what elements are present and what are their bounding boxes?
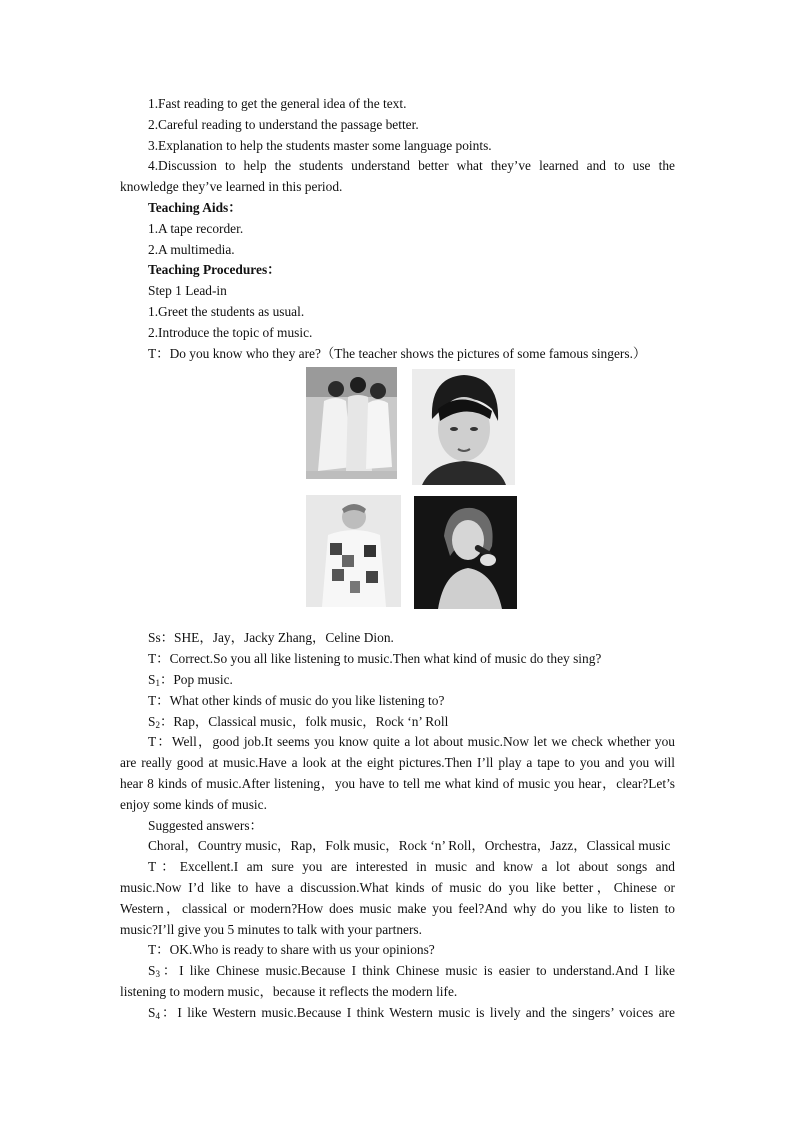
students-answer-1	[120, 628, 675, 649]
teacher-line-cont: are really good at music.Have a look at the eight pictures.Then I’ll play a tape to you and you will	[120, 755, 675, 771]
objective-3: 3.Explanation to help the students master some language points.	[148, 137, 492, 153]
teaching-aid-item: 1.A tape recorder.	[148, 220, 244, 236]
speaker-label: S	[148, 1004, 156, 1020]
objective-4-line1: 4.Discussion to help the students understand better what they’ve learned and to use the	[148, 158, 675, 174]
student-answer	[120, 670, 675, 691]
teacher-line: T：Excellent.I am sure you are interested in music and know a lot about songs and	[148, 859, 675, 875]
student-answer	[120, 961, 675, 982]
speaker-label: S	[148, 963, 156, 979]
speaker-label: S	[148, 713, 156, 729]
dialogue-text: ：Rap，Classical music，folk music，Rock ‘n’ Roll	[159, 713, 449, 729]
teacher-line-cont: enjoy some kinds of music.	[120, 796, 267, 812]
group-singers-photo	[306, 367, 397, 479]
objective-1: 1.Fast reading to get the general idea of the text.	[148, 96, 407, 111]
dialogue-text: ：Pop music.	[159, 671, 233, 687]
objective-2: 2.Careful reading to understand the passage better.	[148, 116, 419, 132]
speaker-number: 2	[155, 719, 160, 730]
teacher-line: T：Correct.So you all like listening to music.Then what kind of music do they sing?	[148, 651, 602, 667]
dialogue-text: ：I like Western music.Because I think Western music is lively and the singers’ voices are	[159, 1004, 675, 1020]
dialogue-text: ：I like Chinese music.Because I think Chinese music is easier to understand.And I like	[159, 963, 675, 979]
step-heading: Step 1 Lead-in	[148, 283, 227, 299]
female-singer-image	[414, 496, 517, 609]
objective-4-line2: knowledge they’ve learned in this period.	[120, 179, 343, 195]
female-singer-microphone-photo	[414, 496, 517, 609]
teacher-line: T：OK.Who is ready to share with us your opinions?	[148, 942, 435, 958]
procedure-item: 1.Greet the students as usual.	[148, 303, 305, 319]
teacher-line-cont: music?I’ll give you 5 minutes to talk with your partners.	[120, 921, 422, 937]
student-answer	[120, 1003, 675, 1024]
patchwork-jacket-image	[306, 495, 401, 607]
patchwork-jacket-singer-photo	[306, 495, 401, 607]
dialogue-text: ：SHE，Jay，Jacky Zhang，Celine Dion.	[160, 630, 394, 646]
teacher-line-cont: music.Now I’d like to have a discussion.What kinds of music do you like better，Chinese or	[120, 879, 675, 895]
speaker-number: 3	[155, 969, 160, 980]
teaching-aids-heading: Teaching Aids：	[148, 199, 242, 215]
teaching-procedures-heading: Teaching Procedures：	[148, 262, 281, 278]
speaker-label: Ss	[148, 630, 161, 646]
teacher-line-cont: Western，classical or modern?How does music make you feel?And why do you like to listen to	[120, 900, 675, 916]
group-singers-image	[306, 367, 397, 479]
teacher-line: T：Well，good job.It seems you know quite a lot about music.Now let we check whether you	[148, 734, 675, 750]
student-answer	[120, 712, 675, 733]
teacher-line: T：What other kinds of music do you like listening to?	[148, 692, 445, 708]
procedure-item: 2.Introduce the topic of music.	[148, 324, 313, 340]
speaker-number: 4	[155, 1010, 160, 1021]
speaker-label: S	[148, 671, 156, 687]
student-answer-cont: listening to modern music，because it reflects the modern life.	[120, 983, 458, 999]
suggested-answers-label: Suggested answers：	[148, 817, 263, 833]
teacher-question: T：Do you know who they are?（The teacher shows the pictures of some famous singers.）	[148, 345, 647, 361]
suggested-answers: Choral，Country music，Rap，Folk music，Rock ‘n’ Roll，Orchestra，Jazz，Classical music	[148, 838, 671, 854]
singers-photo-grid	[120, 367, 675, 625]
male-portrait-photo	[412, 369, 515, 485]
speaker-number: 1	[155, 677, 160, 688]
teaching-aid-item: 2.A multimedia.	[148, 241, 235, 257]
lesson-plan-page	[120, 94, 675, 1024]
teacher-line-cont: hear 8 kinds of music.After listening，you have to tell me what kind of music you hear，clear?Let’s	[120, 775, 675, 791]
male-portrait-image	[412, 369, 515, 485]
